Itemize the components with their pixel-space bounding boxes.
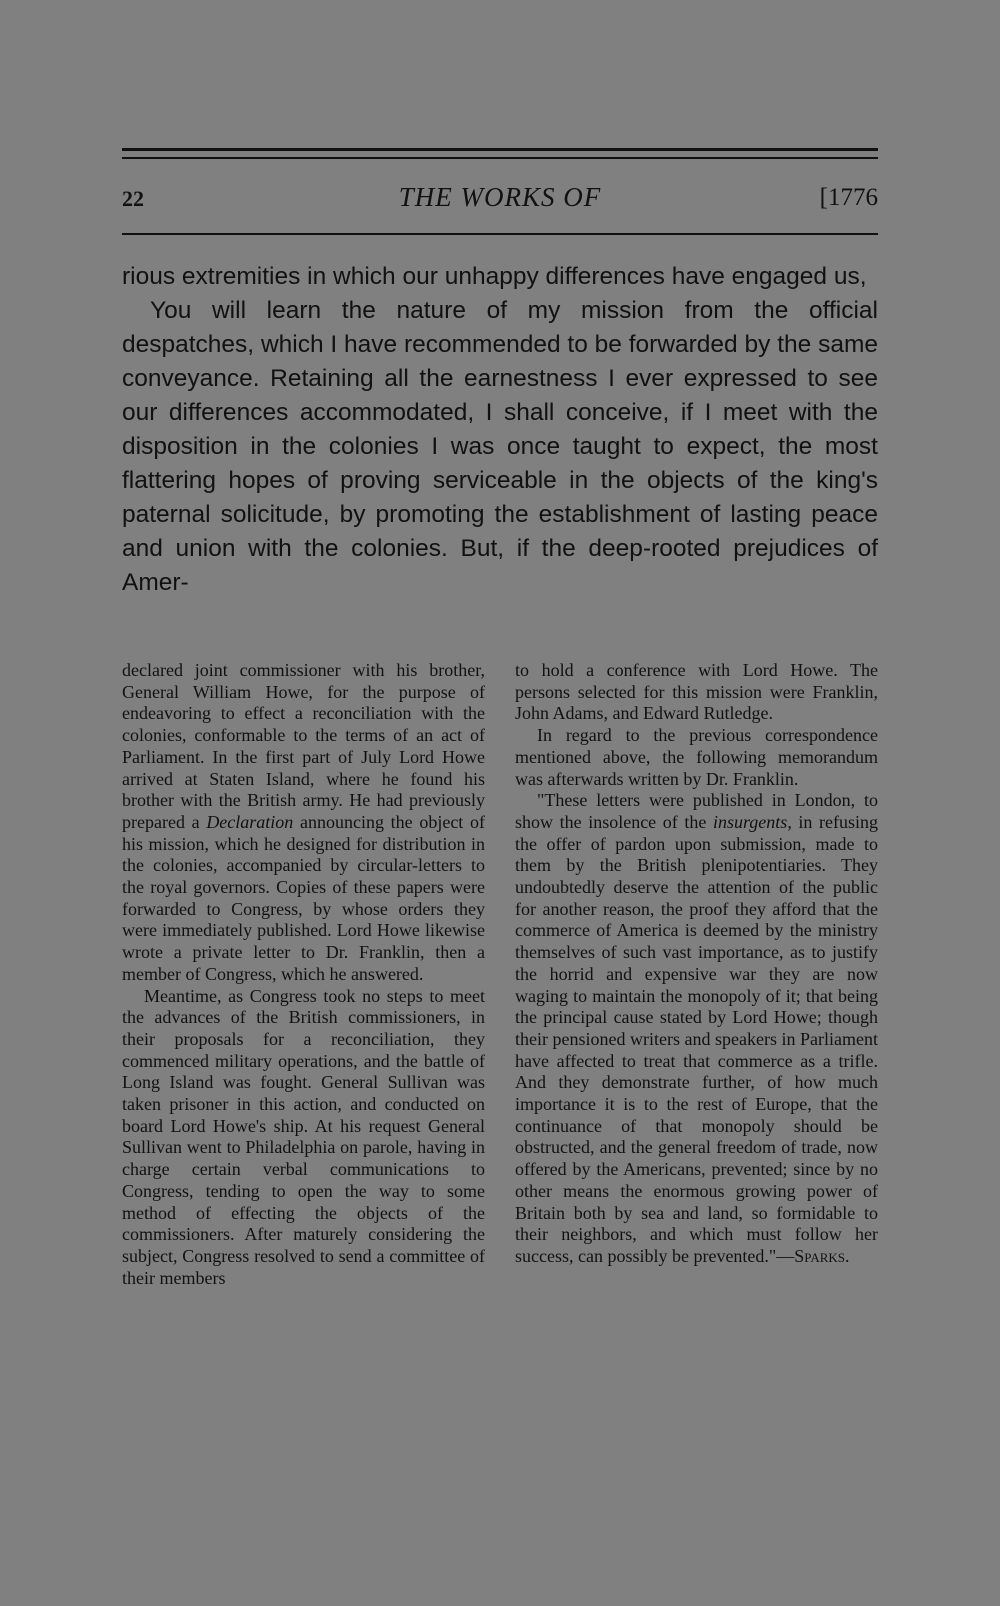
- left-note-paragraph-1: [122, 660, 485, 986]
- right-note-paragraph-3: [515, 790, 878, 1267]
- page-number: 22: [122, 186, 144, 211]
- main-paragraph-2: You will learn the nature of my mission from the official despatches, which I have recommended to be forwarded by the same conveyance. Retaining all the earnestness I ever expressed to see our differences accommodated, I shall conceive, if I meet with the disposition in the colonies I was once taught to expect, the most flattering hopes of proving serviceable in the objects of the king's paternal solicitude, by promoting the establishment of lasting peace and union with the colonies. But, if the deep-rooted prejudices of Amer-: [122, 297, 878, 596]
- right-note-paragraph-2: In regard to the previous correspondence mentioned above, the following memorandum was afterwards written by Dr. Franklin.: [515, 725, 878, 789]
- left-note-italic: Declaration: [206, 811, 294, 832]
- signature: Sparks.: [794, 1245, 850, 1266]
- main-text: [122, 260, 878, 600]
- header-double-rule: [122, 148, 878, 161]
- footnotes: [122, 660, 878, 1289]
- footnote-column-left: [122, 660, 485, 1289]
- header-rule-thin: [122, 157, 878, 159]
- running-title: THE WORKS OF: [398, 182, 602, 212]
- right-note-text-a: "These letters were published in London, to show the insolence of the: [515, 790, 878, 832]
- running-head: [122, 182, 878, 218]
- left-note-paragraph-2: Meantime, as Congress took no steps to meet the advances of the British commissioners, in their proposals for a reconciliation, they commenced military operations, and the battle of Long Island was fought. General Sullivan was taken prisoner in this action, and conducted on board Lord Howe's ship. At his request General Sullivan went to Philadelphia on parole, having in charge certain verbal communications to Congress, tending to open the way to some method of effecting the objects of the commissioners. After maturely considering the subject, Congress resolved to send a committee of their members: [122, 985, 485, 1288]
- right-note-text-b: , in refusing the offer of pardon upon submission, made to them by the British plenipotentiaries. They undoubtedly deserve the attention of the public for another reason, the proof they afford that the commerce of America is deemed by the ministry themselves of such vast importance, as to justify the horrid and expensive war they are now waging to maintain the monopoly of it; that being the principal cause stated by Lord Howe; though their pensioned writers and speakers in Parliament have affected to treat that commerce as a trifle. And they demonstrate further, of how much importance it is to the rest of Europe, that the continuance of that monopoly should be obstructed, and the general freedom of trade, now offered by the Americans, prevented; since by no other means the enormous growing power of Britain both by sea and land, so formidable to their neighbors, and which must follow her success, can possibly be prevented."—: [515, 811, 879, 1266]
- right-note-paragraph-1: to hold a conference with Lord Howe. The persons selected for this mission were Franklin, John Adams, and Edward Rutledge.: [515, 660, 878, 724]
- header-rule-thick: [122, 148, 878, 151]
- left-note-text-b: announcing the object of his mission, which he designed for distribution in the colonies, accompanied by circular-letters to the royal governors. Copies of these papers were forwarded to Congress, by whose orders they were immediately published. Lord Howe likewise wrote a private letter to Dr. Franklin, then a member of Congress, which he answered.: [122, 811, 485, 984]
- footnote-column-right: [515, 660, 878, 1289]
- main-paragraph-1: rious extremities in which our unhappy differences have engaged us,: [122, 263, 867, 290]
- left-note-text-a: declared joint commissioner with his brother, General William Howe, for the purpose of endeavoring to effect a reconciliation with the colonies, conformable to the terms of an act of Parliament. In the first part of July Lord Howe arrived at Staten Island, where he found his brother with the British army. He had previously prepared a: [122, 660, 485, 832]
- running-year: [1776: [819, 184, 878, 211]
- header-bottom-rule: [122, 233, 878, 235]
- right-note-italic: insurgents: [712, 811, 788, 832]
